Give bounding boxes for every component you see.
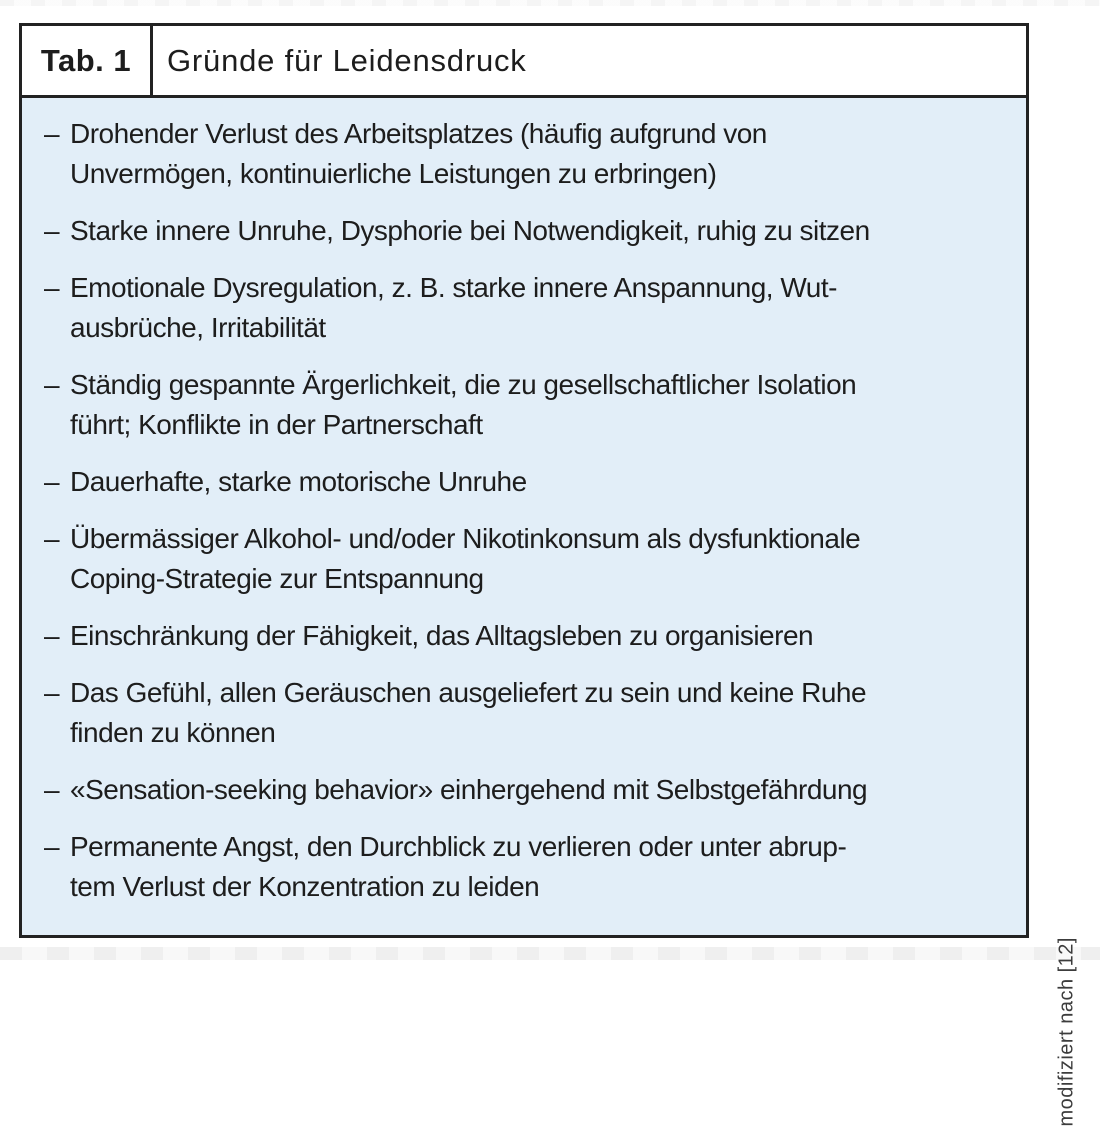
list-item-text xyxy=(70,211,1006,251)
list-item xyxy=(44,770,1006,810)
list-item-line: Emotionale Dysregulation, z. B. starke innere Anspannung, Wut- xyxy=(70,272,837,303)
list-item-text xyxy=(70,519,1006,599)
table xyxy=(19,23,1029,938)
list-item-text xyxy=(70,268,1006,348)
table-header xyxy=(22,26,1026,98)
dash-bullet: – xyxy=(44,215,60,246)
list-item xyxy=(44,462,1006,502)
list-item-line: Übermässiger Alkohol- und/oder Nikotinkonsum als dysfunktionale xyxy=(70,523,861,554)
list-item-text xyxy=(70,616,1006,656)
scan-artifact-top xyxy=(0,0,1100,6)
list-item-text xyxy=(70,770,1006,810)
dash-bullet: – xyxy=(44,523,60,554)
list-item-line: tem Verlust der Konzentration zu leiden xyxy=(70,871,540,902)
table-label: Tab. 1 xyxy=(22,26,153,95)
list-item-line: ausbrüche, Irritabilität xyxy=(70,312,326,343)
table-body xyxy=(22,98,1026,935)
list-item-text xyxy=(70,365,1006,445)
list-item-line: «Sensation-seeking behavior» einhergehend mit Selbstgefährdung xyxy=(70,774,868,805)
dash-bullet: – xyxy=(44,677,60,708)
list-item-line: Dauerhafte, starke motorische Unruhe xyxy=(70,466,527,497)
list-item xyxy=(44,827,1006,907)
list-item-text xyxy=(70,462,1006,502)
list-item-line: Starke innere Unruhe, Dysphorie bei Notwendigkeit, ruhig zu sitzen xyxy=(70,215,870,246)
list-item-text xyxy=(70,827,1006,907)
list-item-text xyxy=(70,114,1006,194)
list-item xyxy=(44,211,1006,251)
list-item-line: Das Gefühl, allen Geräuschen ausgeliefert zu sein und keine Ruhe xyxy=(70,677,867,708)
list-item-line: Permanente Angst, den Durchblick zu verlieren oder unter abrup- xyxy=(70,831,847,862)
list-item-line: Einschränkung der Fähigkeit, das Alltagsleben zu organisieren xyxy=(70,620,814,651)
list-item-line: Ständig gespannte Ärgerlichkeit, die zu gesellschaftlicher Isolation xyxy=(70,369,857,400)
dash-bullet: – xyxy=(44,831,60,862)
list-item-line: Coping-Strategie zur Entspannung xyxy=(70,563,484,594)
source-caption: modifiziert nach [12] xyxy=(1055,937,1077,1126)
list-item-line: finden zu können xyxy=(70,717,276,748)
list-item xyxy=(44,268,1006,348)
dash-bullet: – xyxy=(44,620,60,651)
list-item-line: Drohender Verlust des Arbeitsplatzes (häufig aufgrund von xyxy=(70,118,767,149)
list-item xyxy=(44,673,1006,753)
dash-bullet: – xyxy=(44,118,60,149)
dash-bullet: – xyxy=(44,466,60,497)
list-item-text xyxy=(70,673,1006,753)
list-item xyxy=(44,519,1006,599)
scan-artifact-bottom xyxy=(0,947,1100,960)
list-item xyxy=(44,114,1006,194)
list-item xyxy=(44,616,1006,656)
list-item-line: führt; Konflikte in der Partnerschaft xyxy=(70,409,483,440)
dash-bullet: – xyxy=(44,369,60,400)
table-title: Gründe für Leidensdruck xyxy=(167,42,527,78)
dash-bullet: – xyxy=(44,272,60,303)
list-item-line: Unvermögen, kontinuierliche Leistungen zu erbringen) xyxy=(70,158,717,189)
dash-bullet: – xyxy=(44,774,60,805)
list-item xyxy=(44,365,1006,445)
